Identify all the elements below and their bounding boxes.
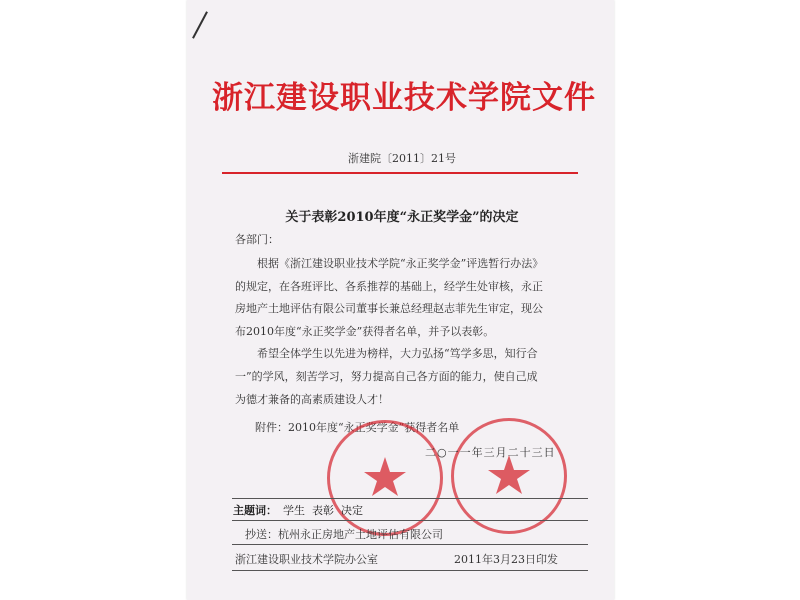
divider-line (232, 520, 588, 521)
paragraph-line: 房地产土地评估有限公司董事长兼总经理赵志菲先生审定，现公 (235, 302, 543, 316)
org-title: 浙江建设职业技术学院文件 (212, 80, 596, 116)
college-seal (451, 418, 567, 534)
company-seal (327, 420, 443, 536)
subject-terms: 学生 表彰 决定 (283, 504, 363, 517)
paragraph-line: 为德才兼备的高素质建设人才！ (235, 392, 389, 406)
body-text (235, 253, 580, 411)
divider-line (232, 570, 588, 571)
paragraph-line: 的规定，在各班评比、各系推荐的基础上，经学生处审核，永正 (235, 279, 543, 293)
divider-line (232, 544, 588, 545)
paragraph-line: 希望全体学生以先进为榜样，大力弘扬“笃学多思，知行合 (257, 347, 538, 361)
cc-line: 抄送：杭州永正房地产土地评估有限公司 (245, 528, 443, 541)
issuer: 浙江建设职业技术学院办公室 (235, 553, 378, 566)
red-divider (222, 172, 578, 174)
document-heading: 关于表彰2010年度“永正奖学金”的决定 (285, 210, 519, 225)
college-seal-graphic (454, 421, 564, 531)
subject-line (233, 502, 363, 518)
divider-line (232, 498, 588, 499)
issue-date: 2011年3月23日印发 (454, 553, 558, 566)
paragraph-line: 布2010年度“永正奖学金”获得者名单，并予以表彰。 (235, 324, 495, 338)
document-date: 二○一一年三月二十三日 (425, 446, 556, 459)
attachment-note: 附件：2010年度“永正奖学金”获得者名单 (255, 421, 460, 434)
addressee: 各部门： (235, 233, 279, 246)
paragraph-line: 一”的学风，刻苦学习，努力提高自己各方面的能力，使自己成 (235, 369, 538, 383)
doc-number: 浙建院〔2011〕21号 (348, 152, 456, 165)
subject-label: 主题词： (233, 504, 277, 517)
paragraph-line: 根据《浙江建设职业技术学院“永正奖学金”评选暂行办法》 (257, 257, 544, 270)
